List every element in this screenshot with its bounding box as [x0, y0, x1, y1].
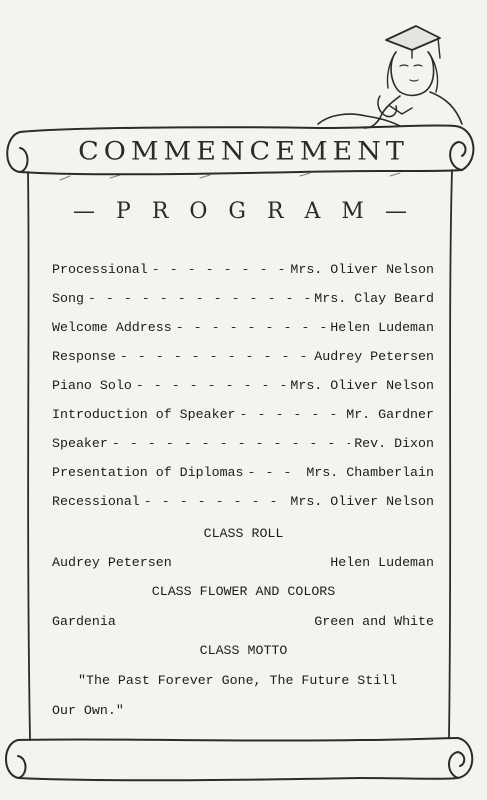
- dot-leader: [152, 262, 287, 277]
- program-person: Helen Ludeman: [330, 320, 434, 335]
- flower-colors-heading: CLASS FLOWER AND COLORS: [151, 584, 336, 599]
- program-part: Piano Solo: [52, 378, 132, 393]
- commencement-title: COMMENCEMENT: [78, 137, 409, 166]
- program-person: Mrs. Oliver Nelson: [290, 378, 434, 393]
- dot-leader: [248, 465, 303, 480]
- program-part: Introduction of Speaker: [52, 407, 236, 422]
- class-roll-heading: CLASS ROLL: [203, 526, 284, 541]
- dot-leader: [112, 436, 350, 451]
- program-person: Mr. Gardner: [346, 407, 434, 422]
- class-colors: Green and White: [314, 614, 434, 629]
- program-part: Welcome Address: [52, 320, 172, 335]
- program-row: [52, 291, 434, 311]
- class-motto-heading: CLASS MOTTO: [199, 643, 288, 658]
- program-row: [52, 262, 434, 282]
- program-row: [52, 407, 434, 427]
- dot-leader: [240, 407, 343, 422]
- program-part: Recessional: [52, 494, 140, 509]
- program-part: Processional: [52, 262, 148, 277]
- class-member: Audrey Petersen: [52, 555, 172, 570]
- program-person: Mrs. Chamberlain: [306, 465, 434, 480]
- program-part: Response: [52, 349, 116, 364]
- program-row: [52, 320, 434, 340]
- class-member: Helen Ludeman: [330, 555, 434, 570]
- flower-colors-row: [52, 614, 434, 629]
- program-person: Mrs. Oliver Nelson: [290, 262, 434, 277]
- program-part: Presentation of Diplomas: [52, 465, 244, 480]
- class-roll-members: [52, 555, 434, 570]
- program-person: Rev. Dixon: [354, 436, 434, 451]
- program-row: [52, 378, 434, 398]
- class-motto-line: "The Past Forever Gone, The Future Still: [78, 673, 398, 688]
- program-row: [52, 465, 434, 485]
- dot-leader: [120, 349, 310, 364]
- dot-leader: [136, 378, 287, 393]
- class-flower: Gardenia: [52, 614, 116, 629]
- dot-leader: [144, 494, 287, 509]
- program-row: [52, 436, 434, 456]
- program-row: [52, 494, 434, 514]
- class-motto-line: Our Own.": [52, 703, 124, 718]
- program-part: Song: [52, 291, 84, 306]
- program-person: Mrs. Clay Beard: [314, 291, 434, 306]
- program-person: Mrs. Oliver Nelson: [290, 494, 434, 509]
- dot-leader: [176, 320, 327, 335]
- program-heading: — P R O G R A M —: [73, 199, 414, 224]
- dot-leader: [88, 291, 310, 306]
- program-part: Speaker: [52, 436, 108, 451]
- program-person: Audrey Petersen: [314, 349, 434, 364]
- program-row: [52, 349, 434, 369]
